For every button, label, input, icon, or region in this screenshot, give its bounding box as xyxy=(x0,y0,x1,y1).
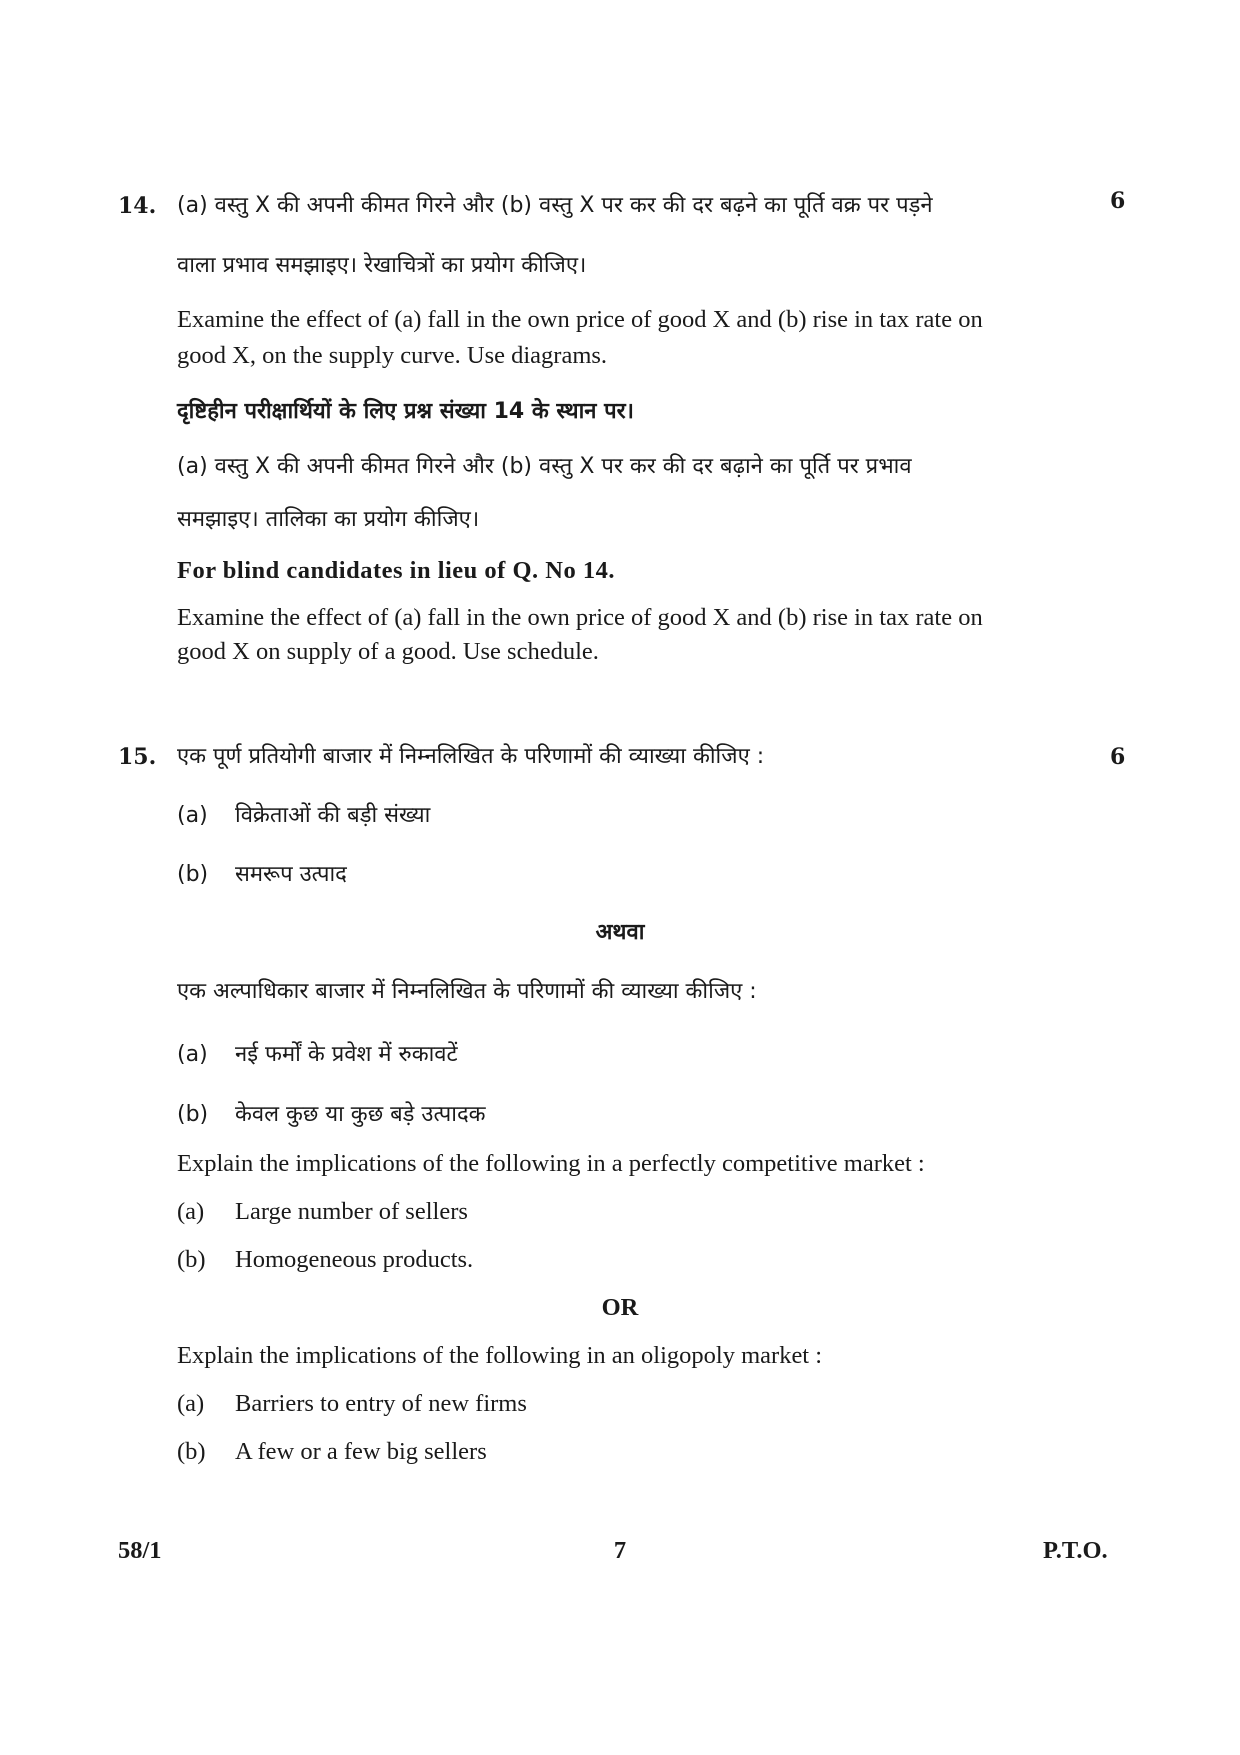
q15-hindi-intro-2: एक अल्पाधिकार बाजार में निम्नलिखित के परिणामों की व्याख्या कीजिए : xyxy=(177,979,757,1004)
hindi-or-divider: अथवा xyxy=(595,920,645,945)
item-text: A few or a few big sellers xyxy=(235,1438,487,1465)
q15-english-intro-2: Explain the implications of the following in an oligopoly market : xyxy=(177,1342,823,1369)
question-15-number: 15. xyxy=(118,744,157,770)
blind-english-line-1: Examine the effect of (a) fall in the own price of good X and (b) rise in tax rate on xyxy=(177,604,983,631)
english-or-divider: OR xyxy=(601,1294,639,1321)
item-text: Large number of sellers xyxy=(235,1198,468,1225)
q15-hindi-intro: एक पूर्ण प्रतियोगी बाजार में निम्नलिखित के परिणामों की व्याख्या कीजिए : xyxy=(177,744,765,769)
q14-english-line-2: good X, on the supply curve. Use diagrams. xyxy=(177,342,608,369)
q15-hindi2-item-a xyxy=(177,1035,458,1075)
item-text: नई फर्मों के प्रवेश में रुकावटें xyxy=(235,1042,458,1067)
item-text: समरूप उत्पाद xyxy=(235,862,347,887)
q14-hindi-line-1: (a) वस्तु X की अपनी कीमत गिरने और (b) वस्तु X पर कर की दर बढ़ने का पूर्ति वक्र पर पड़ने xyxy=(177,193,933,218)
item-text: Barriers to entry of new firms xyxy=(235,1390,527,1417)
blind-heading-english: For blind candidates in lieu of Q. No 14. xyxy=(177,557,615,584)
item-label: (b) xyxy=(177,1246,206,1273)
blind-english-line-2: good X on supply of a good. Use schedule. xyxy=(177,638,599,665)
q15-hindi-item-a xyxy=(177,796,430,836)
blind-hindi-line-2: समझाइए। तालिका का प्रयोग कीजिए। xyxy=(177,507,480,532)
item-label: (b) xyxy=(177,1102,209,1127)
question-14-marks: 6 xyxy=(1110,188,1126,214)
question-15-marks: 6 xyxy=(1110,744,1126,770)
q15-english-item-b xyxy=(177,1242,473,1278)
q15-english-item-a xyxy=(177,1194,468,1230)
page-number: 7 xyxy=(613,1537,627,1564)
paper-code: 58/1 xyxy=(118,1537,162,1564)
item-text: Homogeneous products. xyxy=(235,1246,474,1273)
question-14-number: 14. xyxy=(118,193,157,219)
q15-hindi2-item-b xyxy=(177,1095,486,1135)
q14-english-line-1: Examine the effect of (a) fall in the own price of good X and (b) rise in tax rate on xyxy=(177,306,983,333)
item-label: (b) xyxy=(177,1438,206,1465)
q15-english2-item-b xyxy=(177,1434,487,1470)
item-text: केवल कुछ या कुछ बड़े उत्पादक xyxy=(235,1102,486,1127)
q14-hindi-line-2: वाला प्रभाव समझाइए। रेखाचित्रों का प्रयोग कीजिए। xyxy=(177,253,587,278)
blind-heading-hindi: दृष्टिहीन परीक्षार्थियों के लिए प्रश्न संख्या 14 के स्थान पर। xyxy=(177,399,635,424)
q15-english2-item-a xyxy=(177,1386,527,1422)
q15-hindi-item-b xyxy=(177,855,347,895)
item-label: (a) xyxy=(177,1390,205,1417)
item-label: (a) xyxy=(177,803,208,828)
blind-hindi-line-1: (a) वस्तु X की अपनी कीमत गिरने और (b) वस्तु X पर कर की दर बढ़ाने का पूर्ति पर प्रभाव xyxy=(177,454,912,479)
item-label: (b) xyxy=(177,862,209,887)
item-label: (a) xyxy=(177,1198,205,1225)
please-turn-over: P.T.O. xyxy=(1043,1537,1108,1564)
item-label: (a) xyxy=(177,1042,208,1067)
item-text: विक्रेताओं की बड़ी संख्या xyxy=(235,803,431,828)
q15-english-intro: Explain the implications of the following in a perfectly competitive market : xyxy=(177,1150,925,1177)
